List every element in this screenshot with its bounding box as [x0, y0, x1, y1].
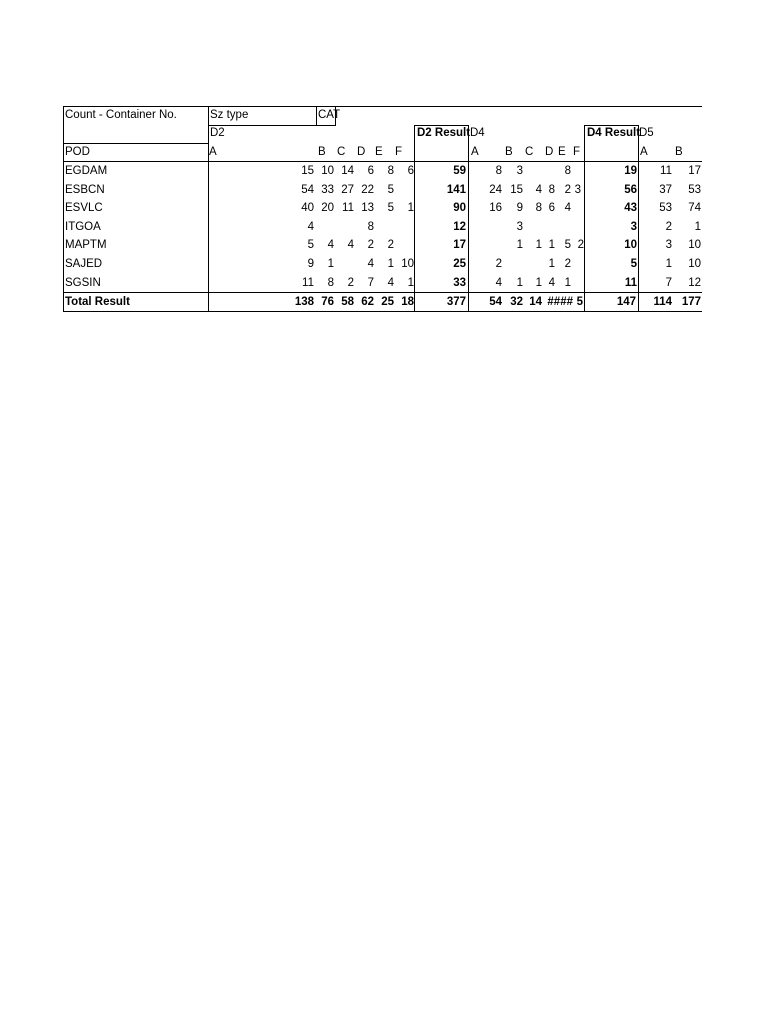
d4-value: 1: [535, 276, 542, 289]
d4-value: 24: [489, 183, 502, 196]
d4-result-top: [584, 125, 638, 126]
d4-value: 2: [564, 258, 571, 270]
table-bottom-border: [63, 311, 702, 312]
d5-value: 2: [665, 220, 672, 233]
d4-total-value: ####: [547, 296, 573, 308]
d4-total-value: 14: [529, 296, 542, 308]
d2-row-total: 17: [453, 239, 466, 252]
d5-value: 1: [694, 220, 701, 233]
d2-value: 11: [302, 276, 314, 289]
d5-value: 10: [688, 239, 701, 252]
d4-value: 9: [516, 202, 523, 215]
d4-value: 1: [516, 239, 523, 252]
d4-value: 4: [564, 202, 571, 215]
d2-value: 8: [327, 276, 334, 289]
d2-row-total: 90: [453, 202, 466, 215]
d2-value: 2: [387, 239, 394, 252]
group-d5-label: D5: [639, 127, 654, 139]
d4-value: 8: [495, 165, 502, 177]
d2-value: [388, 218, 414, 236]
d4-value: 5: [564, 239, 571, 252]
group-d2-result-label: D2 Result: [417, 127, 471, 139]
d2-grand-total: 377: [446, 296, 466, 308]
group-d4-result-label: D4 Result: [587, 127, 641, 139]
group-d2-label: D2: [210, 127, 225, 139]
d2-value: 2: [367, 239, 374, 252]
d4-value: 8: [564, 165, 571, 177]
pod-name: SGSIN: [65, 276, 101, 289]
d2-value: 4: [367, 258, 374, 270]
d4-row-total: 5: [630, 258, 637, 270]
sz-type-label: Sz type: [210, 109, 249, 121]
pod-name: ITGOA: [65, 220, 101, 233]
cat-box-divider: [335, 106, 336, 126]
d4-value: 1: [564, 276, 571, 289]
d5-value: 17: [688, 165, 701, 177]
d2-row-total: 33: [453, 276, 466, 289]
d4-row-total: 56: [624, 183, 637, 196]
d4-value: 4: [535, 183, 542, 196]
pod-name: ESVLC: [65, 202, 103, 215]
d2-value: 10: [321, 165, 334, 177]
d4-value: [574, 162, 584, 180]
d2-row-total: 141: [446, 183, 466, 196]
d4-value: 1: [535, 239, 542, 252]
d4-value: 1: [516, 276, 523, 289]
d2-value: 2: [347, 276, 354, 289]
d4-value: 1: [548, 239, 555, 252]
d5-value: 11: [660, 165, 672, 177]
d2-value: 9: [307, 258, 314, 270]
d2-row-total: 59: [453, 165, 466, 177]
d2-value: [388, 181, 414, 199]
d2-value: 22: [361, 183, 374, 196]
category-header: D: [545, 146, 554, 158]
d4-row-total: 10: [624, 239, 637, 252]
category-header: A: [471, 146, 479, 158]
d2-value: 10: [401, 258, 414, 270]
pivot-table: [63, 106, 702, 312]
category-header: A: [209, 146, 217, 158]
d4-total-value: 5: [576, 296, 583, 308]
category-header: E: [375, 146, 383, 158]
d5-value: 10: [688, 258, 701, 270]
d4-value: 15: [510, 183, 523, 196]
d5-value: 53: [688, 183, 701, 196]
d5-value: 12: [688, 276, 701, 289]
d4-result-right: [638, 125, 639, 311]
totals-separator: [63, 292, 702, 293]
d5-total-value: 177: [681, 296, 701, 308]
group-d4-label: D4: [470, 127, 485, 139]
d4-value: 3: [574, 183, 581, 196]
d2-total-value: 18: [401, 296, 414, 308]
row-label-divider: [208, 106, 209, 311]
d2-value: 4: [387, 276, 394, 289]
category-header: E: [558, 146, 566, 158]
category-header: B: [505, 146, 513, 158]
pod-label: POD: [65, 146, 90, 158]
d4-result-box-line: [584, 161, 638, 162]
d2-value: 13: [361, 202, 374, 215]
d5-value: 74: [688, 202, 701, 215]
d2-value: 7: [367, 276, 374, 289]
d2-result-top: [414, 125, 468, 126]
pod-name: ESBCN: [65, 183, 105, 196]
d4-value: 4: [495, 276, 502, 289]
table-left-border: [63, 106, 64, 312]
category-header: B: [675, 146, 683, 158]
d2-value: 4: [307, 220, 314, 233]
d5-value: 3: [665, 239, 672, 252]
d2-result-box-line: [414, 161, 468, 162]
pod-name: EGDAM: [65, 165, 108, 177]
pod-name: SAJED: [65, 258, 103, 270]
category-header: D: [357, 146, 366, 158]
d4-value: 8: [548, 183, 555, 196]
d2-value: 33: [321, 183, 334, 196]
d4-value: 3: [516, 220, 523, 233]
d4-value: [574, 255, 584, 273]
d2-value: 1: [327, 258, 334, 270]
d5-value: 1: [665, 258, 672, 270]
d4-row-total: 11: [624, 276, 637, 289]
pod-header-line: [63, 143, 208, 144]
d4-total-value: 32: [510, 296, 523, 308]
total-result-label: Total Result: [65, 296, 130, 308]
d2-value: 27: [341, 183, 354, 196]
cat-label: CAT: [318, 109, 341, 121]
d2-value: 5: [387, 202, 394, 215]
category-header: F: [573, 146, 581, 158]
d2-total-value: 62: [361, 296, 374, 308]
d2-row-total: 25: [453, 258, 466, 270]
d5-value: 7: [665, 276, 672, 289]
d2-value: 14: [341, 165, 354, 177]
d2-result-left: [414, 125, 415, 311]
d2-value: 6: [407, 165, 414, 177]
pod-name: MAPTM: [65, 239, 107, 252]
d4-row-total: 43: [624, 202, 637, 215]
d2-value: 20: [321, 202, 334, 215]
d4-value: [574, 199, 584, 217]
d4-row-total: 19: [624, 165, 637, 177]
d4-value: 2: [495, 258, 502, 270]
table-top-border: [63, 106, 702, 107]
d4-value: 2: [564, 183, 571, 196]
d2-value: 4: [347, 239, 354, 252]
d2-value: 11: [342, 202, 354, 215]
d2-value: 4: [327, 239, 334, 252]
d2-total-value: 58: [341, 296, 354, 308]
category-header: C: [525, 146, 534, 158]
d4-value: 6: [548, 202, 555, 215]
d2-total-value: 76: [321, 296, 334, 308]
d2-result-right: [468, 125, 469, 311]
d4-value: [574, 218, 584, 236]
d5-value: 37: [659, 183, 672, 196]
d2-value: 8: [367, 220, 374, 233]
d4-total-value: 54: [489, 296, 502, 308]
d4-value: 1: [548, 258, 555, 270]
d2-value: 54: [301, 183, 314, 196]
d2-total-value: 138: [294, 296, 314, 308]
d2-value: 15: [301, 165, 314, 177]
d4-value: 4: [548, 276, 555, 289]
d4-value: 8: [535, 202, 542, 215]
sz-type-divider: [316, 106, 317, 126]
d2-value: 1: [407, 202, 414, 215]
d2-value: 40: [301, 202, 314, 215]
category-header: C: [337, 146, 346, 158]
d2-value: 1: [407, 276, 414, 289]
d2-row-total: 12: [453, 220, 466, 233]
d2-value: 1: [387, 258, 394, 270]
d2-value: 5: [387, 183, 394, 196]
category-header: A: [640, 146, 648, 158]
d4-value: 16: [489, 202, 502, 215]
d4-grand-total: 147: [616, 296, 636, 308]
d5-total-value: 114: [653, 296, 672, 308]
category-header: F: [395, 146, 403, 158]
d4-value: [574, 181, 584, 199]
count-container-label: Count - Container No.: [65, 109, 177, 121]
d4-value: 3: [516, 165, 523, 177]
d2-value: [388, 236, 414, 254]
category-header: B: [318, 146, 326, 158]
d4-value: 2: [577, 239, 584, 252]
d4-result-left: [584, 125, 585, 311]
d4-row-total: 3: [630, 220, 637, 233]
d2-total-value: 25: [381, 296, 394, 308]
d2-value: 5: [307, 239, 314, 252]
d2-value: 8: [387, 165, 394, 177]
d4-value: [574, 274, 584, 292]
d2-value: 6: [367, 165, 374, 177]
d5-value: 53: [659, 202, 672, 215]
